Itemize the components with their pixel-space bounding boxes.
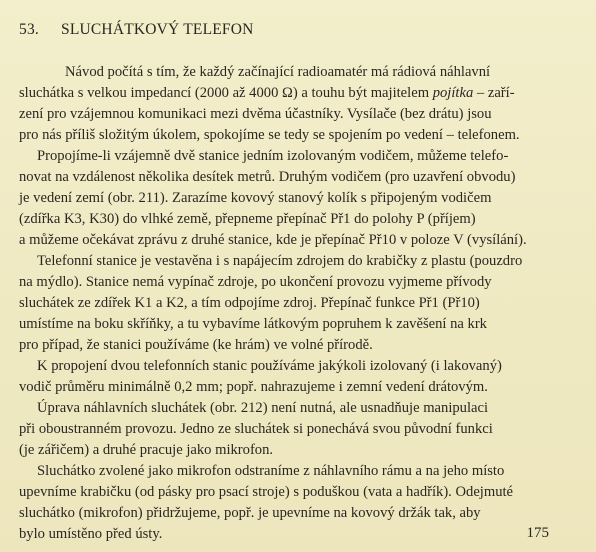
text-line: (zdířka K3, K30) do vlhké země, přepneme přepínač Př1 do polohy P (příjem) [19,211,476,227]
text-line: pro nás příliš složitým úkolem, spokojíme se tedy se spojením po vedení – telefonem. [19,127,520,143]
text-line: sluchátko (mikrofon) přidržujeme, popř. je upevníme na kovový držák tak, aby [19,505,481,521]
text-line: při oboustranném provozu. Jedno ze sluchátek si ponechává svou původní funkci [19,421,493,437]
body-text [19,62,553,545]
text-line: K propojení dvou telefonních stanic používáme jakýkoli izolovaný (i lakovaný) [37,358,502,374]
text-line: umístíme na boku skříňky, a tu vybavíme látkovým popruhem k zavěšení na krk [19,316,487,332]
page-number: 175 [526,525,549,541]
text-line: (je zářičem) a druhé pracuje jako mikrofon. [19,442,274,458]
section-title: SLUCHÁTKOVÝ TELEFON [61,21,254,38]
text-line: Propojíme-li vzájemně dvě stanice jedním izolovaným vodičem, můžeme telefo- [37,148,509,164]
text-line: a můžeme očekávat zprávu z druhé stanice, kde je přepínač Př10 v poloze V (vysílání). [19,232,527,248]
text-line: vodič průměru minimálně 0,2 mm; popř. nahrazujeme i zemní vedení drátovým. [19,379,488,395]
text-line: sluchátka s velkou impedancí (2000 až 4000 Ω) a touhu být majitelem pojítka – zaří- [19,85,515,101]
text-line: upevníme krabičku (od pásky pro psací stroje) s poduškou (vata a hadřík). Odejmuté [19,484,514,500]
text-line: Úprava náhlavních sluchátek (obr. 212) není nutná, ale usnadňuje manipulaci [37,400,489,416]
text-line: sluchátek ze zdířek K1 a K2, a tím odpojíme zdroj. Přepínač funkce Př1 (Př10) [19,295,480,311]
text-line: je vedení zemí (obr. 211). Zarazíme kovový stanový kolík s připojeným vodičem [19,190,492,206]
section-heading [19,21,254,39]
text-line: Návod počítá s tím, že každý začínající radioamatér má rádiová náhlavní [65,64,491,80]
text-line: Sluchátko zvolené jako mikrofon odstraníme z náhlavního rámu a na jeho místo [37,463,505,479]
text-line: pro případ, že stanici používáme (ke hrám) ve volné přírodě. [19,337,373,353]
text-line: novat na vzdálenost několika desítek metrů. Druhým vodičem (pro uzavření obvodu) [19,169,516,185]
section-number: 53. [19,21,39,38]
text-line: Telefonní stanice je vestavěna i s napájecím zdrojem do krabičky z plastu (pouzdro [37,253,523,269]
text-line: zení pro vzájemnou komunikaci mezi dvěma účastníky. Vysílače (bez drátu) jsou [19,106,492,122]
text-line: bylo umístěno před ústy. [19,526,163,542]
text-line: na mýdlo). Stanice nemá vypínač zdroje, po ukončení provozu vyjmeme přívody [19,274,492,290]
